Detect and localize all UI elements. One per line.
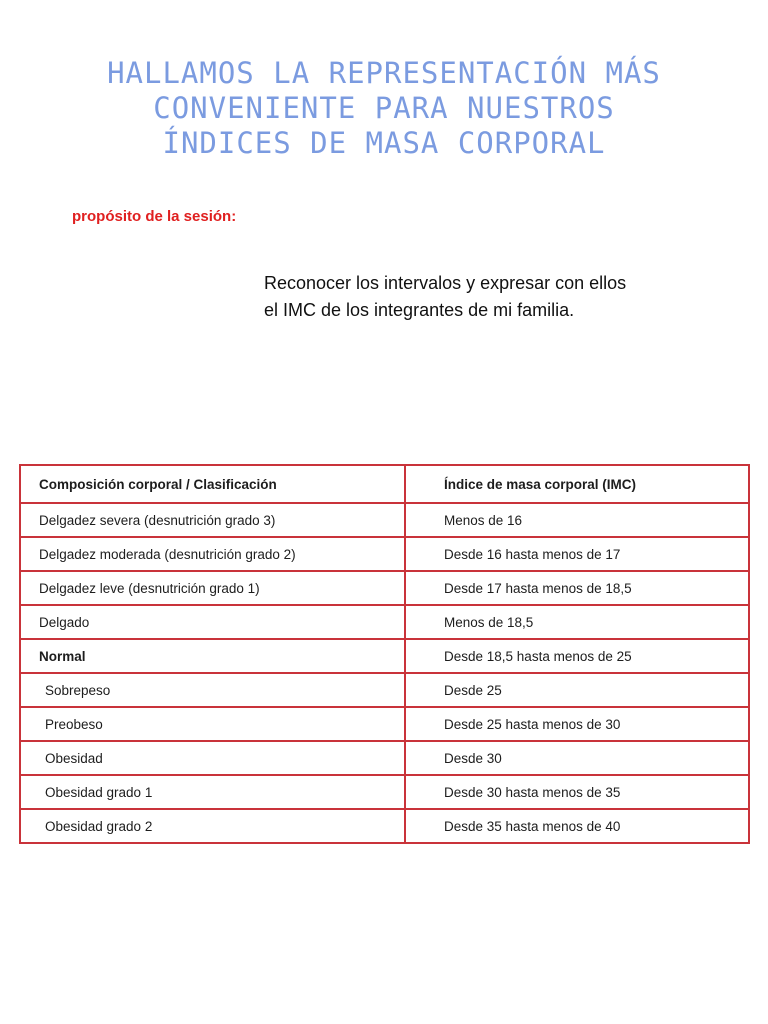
imc-cell: Desde 17 hasta menos de 18,5 xyxy=(405,571,749,605)
column-header-imc: Índice de masa corporal (IMC) xyxy=(405,465,749,503)
table-row xyxy=(20,775,749,809)
classification-cell: Delgadez leve (desnutrición grado 1) xyxy=(20,571,405,605)
table-row xyxy=(20,639,749,673)
table-row xyxy=(20,571,749,605)
classification-cell: Obesidad grado 1 xyxy=(20,775,405,809)
title-line-3: ÍNDICES DE MASA CORPORAL xyxy=(162,126,606,160)
imc-cell: Menos de 18,5 xyxy=(405,605,749,639)
imc-cell: Desde 35 hasta menos de 40 xyxy=(405,809,749,843)
bmi-table xyxy=(19,464,750,844)
imc-cell: Desde 16 hasta menos de 17 xyxy=(405,537,749,571)
imc-cell: Desde 25 hasta menos de 30 xyxy=(405,707,749,741)
imc-cell: Desde 25 xyxy=(405,673,749,707)
classification-cell: Normal xyxy=(20,639,405,673)
column-header-classification: Composición corporal / Clasificación xyxy=(20,465,405,503)
table-row xyxy=(20,537,749,571)
imc-cell: Desde 18,5 hasta menos de 25 xyxy=(405,639,749,673)
purpose-text: Reconocer los intervalos y expresar con ellos el IMC de los integrantes de mi familia. xyxy=(264,273,627,320)
classification-cell: Delgadez moderada (desnutrición grado 2) xyxy=(20,537,405,571)
table-header-row xyxy=(20,465,749,503)
table-row xyxy=(20,809,749,843)
imc-cell: Menos de 16 xyxy=(405,503,749,537)
classification-cell: Obesidad grado 2 xyxy=(20,809,405,843)
classification-cell: Sobrepeso xyxy=(20,673,405,707)
classification-cell: Delgado xyxy=(20,605,405,639)
classification-cell: Preobeso xyxy=(20,707,405,741)
page-title xyxy=(0,56,768,161)
table-row xyxy=(20,673,749,707)
table-row xyxy=(20,707,749,741)
bmi-table-container xyxy=(19,464,750,834)
imc-cell: Desde 30 xyxy=(405,741,749,775)
table-row xyxy=(20,741,749,775)
classification-cell: Delgadez severa (desnutrición grado 3) xyxy=(20,503,405,537)
table-row xyxy=(20,503,749,537)
imc-cell: Desde 30 hasta menos de 35 xyxy=(405,775,749,809)
purpose-label: propósito de la sesión: xyxy=(72,208,237,225)
title-line-1: HALLAMOS LA REPRESENTACIÓN MÁS xyxy=(107,56,661,90)
title-line-2: CONVENIENTE PARA NUESTROS xyxy=(153,91,615,125)
classification-cell: Obesidad xyxy=(20,741,405,775)
table-row xyxy=(20,605,749,639)
